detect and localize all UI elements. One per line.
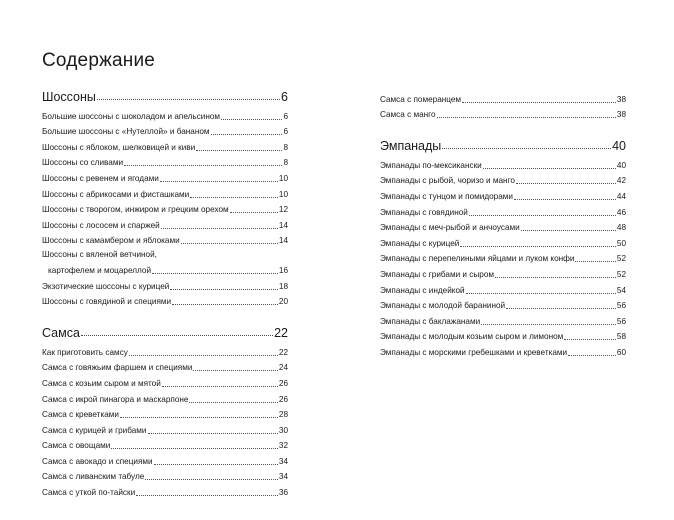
entry-page-number: 12 (278, 205, 288, 215)
entry-page-number: 10 (278, 173, 288, 183)
page-title: Содержание (42, 50, 156, 71)
dot-leader (145, 479, 278, 480)
entry-title: Эмпанады с курицей (380, 238, 460, 248)
entry-title: Эмпанады с говядиной (380, 207, 468, 217)
entry-title: Самса с овощами (42, 441, 111, 451)
entry-page-number: 46 (616, 207, 626, 217)
dot-leader (196, 150, 282, 151)
toc-entry[interactable] (42, 122, 288, 138)
entry-title: Самса с говяжьим фаршем и специями (42, 363, 193, 373)
entry-title: Шоссоны с ревенем и ягодами (42, 173, 159, 183)
entry-page-number: 20 (278, 297, 288, 307)
entry-page-number: 30 (278, 425, 288, 435)
entry-page-number: 44 (616, 191, 626, 201)
dot-leader (124, 165, 282, 166)
toc-entry[interactable] (380, 186, 626, 202)
entry-page-number: 54 (616, 285, 626, 295)
toc-entry[interactable] (380, 202, 626, 218)
section-page-number: 40 (612, 139, 626, 154)
dot-leader (154, 464, 278, 465)
toc-section (42, 84, 288, 307)
dot-leader (152, 273, 278, 274)
dot-leader (230, 212, 278, 213)
dot-leader (514, 199, 616, 200)
entry-title: Эмпанады с индейкой (380, 285, 465, 295)
toc-left-column (42, 84, 288, 511)
entry-title: Эмпанады с рыбой, чоризо и манго (380, 176, 515, 186)
entry-title: Эмпанады с грибами и сыром (380, 269, 494, 279)
entry-title: Самса с манго (380, 110, 436, 120)
entry-title: Шоссоны с вяленой ветчиной, (42, 250, 157, 260)
section-title: Эмпанады (380, 139, 442, 154)
toc-entry[interactable] (380, 89, 626, 105)
entry-page-number: 52 (616, 269, 626, 279)
entry-page-number: 28 (278, 410, 288, 420)
entry-page-number: 38 (616, 110, 626, 120)
toc-entry[interactable] (42, 246, 288, 260)
dot-leader (136, 495, 278, 496)
toc-entry[interactable] (42, 389, 288, 405)
dot-leader (181, 243, 278, 244)
section-heading[interactable] (380, 133, 626, 153)
toc-entry[interactable] (42, 420, 288, 436)
entry-page-number: 50 (616, 238, 626, 248)
toc-entry[interactable] (42, 482, 288, 498)
entry-title: Самса с ливанским табуле (42, 472, 145, 482)
entry-page-number: 40 (616, 160, 626, 170)
entry-page-number: 58 (616, 332, 626, 342)
entry-page-number: 18 (278, 281, 288, 291)
entry-title: Самса с померанцем (380, 94, 462, 104)
dot-leader (469, 215, 616, 216)
dot-leader (506, 308, 616, 309)
toc-entry[interactable] (42, 467, 288, 483)
entry-title: Эмпанады с перепелиными яйцами и луком конфи (380, 254, 575, 264)
dot-leader (466, 293, 616, 294)
dot-leader (172, 304, 278, 305)
dot-leader (81, 335, 273, 336)
section-page-number: 6 (281, 90, 288, 104)
entry-title: Самса с креветками (42, 410, 119, 420)
dot-leader (160, 181, 278, 182)
dot-leader (521, 230, 616, 231)
entry-title: Эмпанады с меч-рыбой и анчоусами (380, 223, 520, 233)
entry-title: Шоссоны со сливами (42, 158, 124, 168)
entry-title: Эмпанады с молодой бараниной (380, 301, 506, 311)
entry-page-number: 34 (278, 456, 288, 466)
toc-entry[interactable] (42, 342, 288, 358)
toc-entry[interactable] (380, 342, 626, 358)
toc-entry-continuation[interactable] (42, 260, 288, 276)
toc-entry[interactable] (42, 276, 288, 292)
dot-leader (568, 355, 616, 356)
entry-title: Эмпанады по-мексикански (380, 160, 482, 170)
entry-title: Шоссоны с камамбером и яблоками (42, 236, 180, 246)
entry-title: Самса с авокадо и специями (42, 456, 153, 466)
entry-title: картофелем и моцареллой (48, 265, 152, 275)
entry-page-number: 26 (278, 394, 288, 404)
entry-page-number: 38 (616, 94, 626, 104)
entry-page-number: 26 (278, 378, 288, 388)
toc-entry[interactable] (380, 327, 626, 343)
entry-title: Шоссоны с лососем и спаржей (42, 220, 160, 230)
toc-section (42, 320, 288, 498)
entry-title: Как приготовить самсу (42, 347, 128, 357)
dot-leader (462, 102, 616, 103)
toc-entry[interactable] (42, 200, 288, 216)
toc-entry[interactable] (42, 215, 288, 231)
toc-entry[interactable] (42, 292, 288, 308)
dot-leader (162, 386, 278, 387)
entry-page-number: 42 (616, 176, 626, 186)
dot-leader (481, 324, 616, 325)
dot-leader (516, 183, 616, 184)
entry-title: Шоссоны с абрикосами и фисташками (42, 189, 190, 199)
entry-page-number: 60 (616, 347, 626, 357)
dot-leader (190, 197, 278, 198)
section-heading[interactable] (42, 84, 288, 104)
toc-section (380, 89, 626, 120)
dot-leader (495, 277, 616, 278)
section-heading[interactable] (42, 320, 288, 340)
entry-page-number: 8 (283, 142, 288, 152)
toc-entry[interactable] (42, 373, 288, 389)
dot-leader (120, 417, 278, 418)
toc-entry[interactable] (380, 218, 626, 234)
entry-page-number: 14 (278, 236, 288, 246)
dot-leader (161, 228, 278, 229)
toc-entry[interactable] (380, 280, 626, 296)
toc-entry[interactable] (380, 249, 626, 265)
entry-page-number: 34 (278, 472, 288, 482)
section-page-number: 22 (274, 326, 288, 341)
toc-section (380, 133, 626, 358)
toc-entry[interactable] (42, 358, 288, 374)
entry-page-number: 6 (283, 127, 288, 137)
entry-page-number: 52 (616, 254, 626, 264)
dot-leader (221, 119, 282, 120)
entry-title: Шоссоны с творогом, инжиром и грецким орехом (42, 205, 229, 215)
entry-title: Эмпанады с морскими гребешками и креветками (380, 347, 568, 357)
toc-entry[interactable] (42, 106, 288, 122)
toc-entry[interactable] (380, 311, 626, 327)
dot-leader (170, 289, 278, 290)
entry-page-number: 16 (278, 265, 288, 275)
toc-entry[interactable] (42, 168, 288, 184)
dot-leader (97, 99, 280, 100)
entry-title: Эмпанады с тунцом и помидорами (380, 191, 513, 201)
entry-page-number: 6 (283, 111, 288, 121)
toc-entry[interactable] (42, 451, 288, 467)
toc-entry[interactable] (380, 105, 626, 121)
dot-leader (483, 168, 616, 169)
section-title: Шоссоны (42, 90, 96, 104)
entry-title: Шоссоны с яблоком, шелковицей и киви (42, 142, 196, 152)
dot-leader (129, 355, 278, 356)
dot-leader (460, 246, 616, 247)
entry-title: Шоссоны с говядиной и специями (42, 297, 172, 307)
entry-title: Самса с козьим сыром и мятой (42, 378, 161, 388)
dot-leader (564, 339, 616, 340)
entry-title: Самса с икрой пинагора и маскарпоне (42, 394, 189, 404)
entry-page-number: 14 (278, 220, 288, 230)
entry-title: Экзотические шоссоны с курицей (42, 281, 170, 291)
entry-page-number: 56 (616, 301, 626, 311)
toc-entry[interactable] (380, 171, 626, 187)
dot-leader (189, 402, 277, 403)
dot-leader (575, 261, 615, 262)
toc-entry[interactable] (42, 436, 288, 452)
entry-title: Самса с курицей и грибами (42, 425, 147, 435)
dot-leader (442, 148, 611, 149)
dot-leader (211, 134, 283, 135)
entry-title: Самса с уткой по-тайски (42, 488, 136, 498)
toc-entry[interactable] (42, 184, 288, 200)
dot-leader (193, 370, 277, 371)
entry-page-number: 48 (616, 223, 626, 233)
entry-title: Большие шоссоны с «Нутеллой» и бананом (42, 127, 210, 137)
entry-title: Эмпанады с молодым козьим сыром и лимоном (380, 332, 564, 342)
entry-page-number: 56 (616, 316, 626, 326)
toc-entry[interactable] (380, 155, 626, 171)
toc-entry[interactable] (42, 153, 288, 169)
toc-entry[interactable] (42, 405, 288, 421)
entry-page-number: 24 (278, 363, 288, 373)
toc-entry[interactable] (42, 137, 288, 153)
dot-leader (437, 117, 616, 118)
toc-right-column (380, 89, 626, 371)
dot-leader (148, 433, 278, 434)
toc-entry[interactable] (380, 264, 626, 280)
toc-entry[interactable] (380, 233, 626, 249)
toc-entry[interactable] (42, 231, 288, 247)
entry-title: Эмпанады с баклажанами (380, 316, 481, 326)
entry-page-number: 32 (278, 441, 288, 451)
entry-title: Большие шоссоны с шоколадом и апельсином (42, 111, 221, 121)
entry-page-number: 10 (278, 189, 288, 199)
entry-page-number: 22 (278, 347, 288, 357)
section-title: Самса (42, 326, 80, 341)
entry-page-number: 8 (283, 158, 288, 168)
entry-page-number: 36 (278, 488, 288, 498)
dot-leader (111, 448, 278, 449)
toc-entry[interactable] (380, 296, 626, 312)
